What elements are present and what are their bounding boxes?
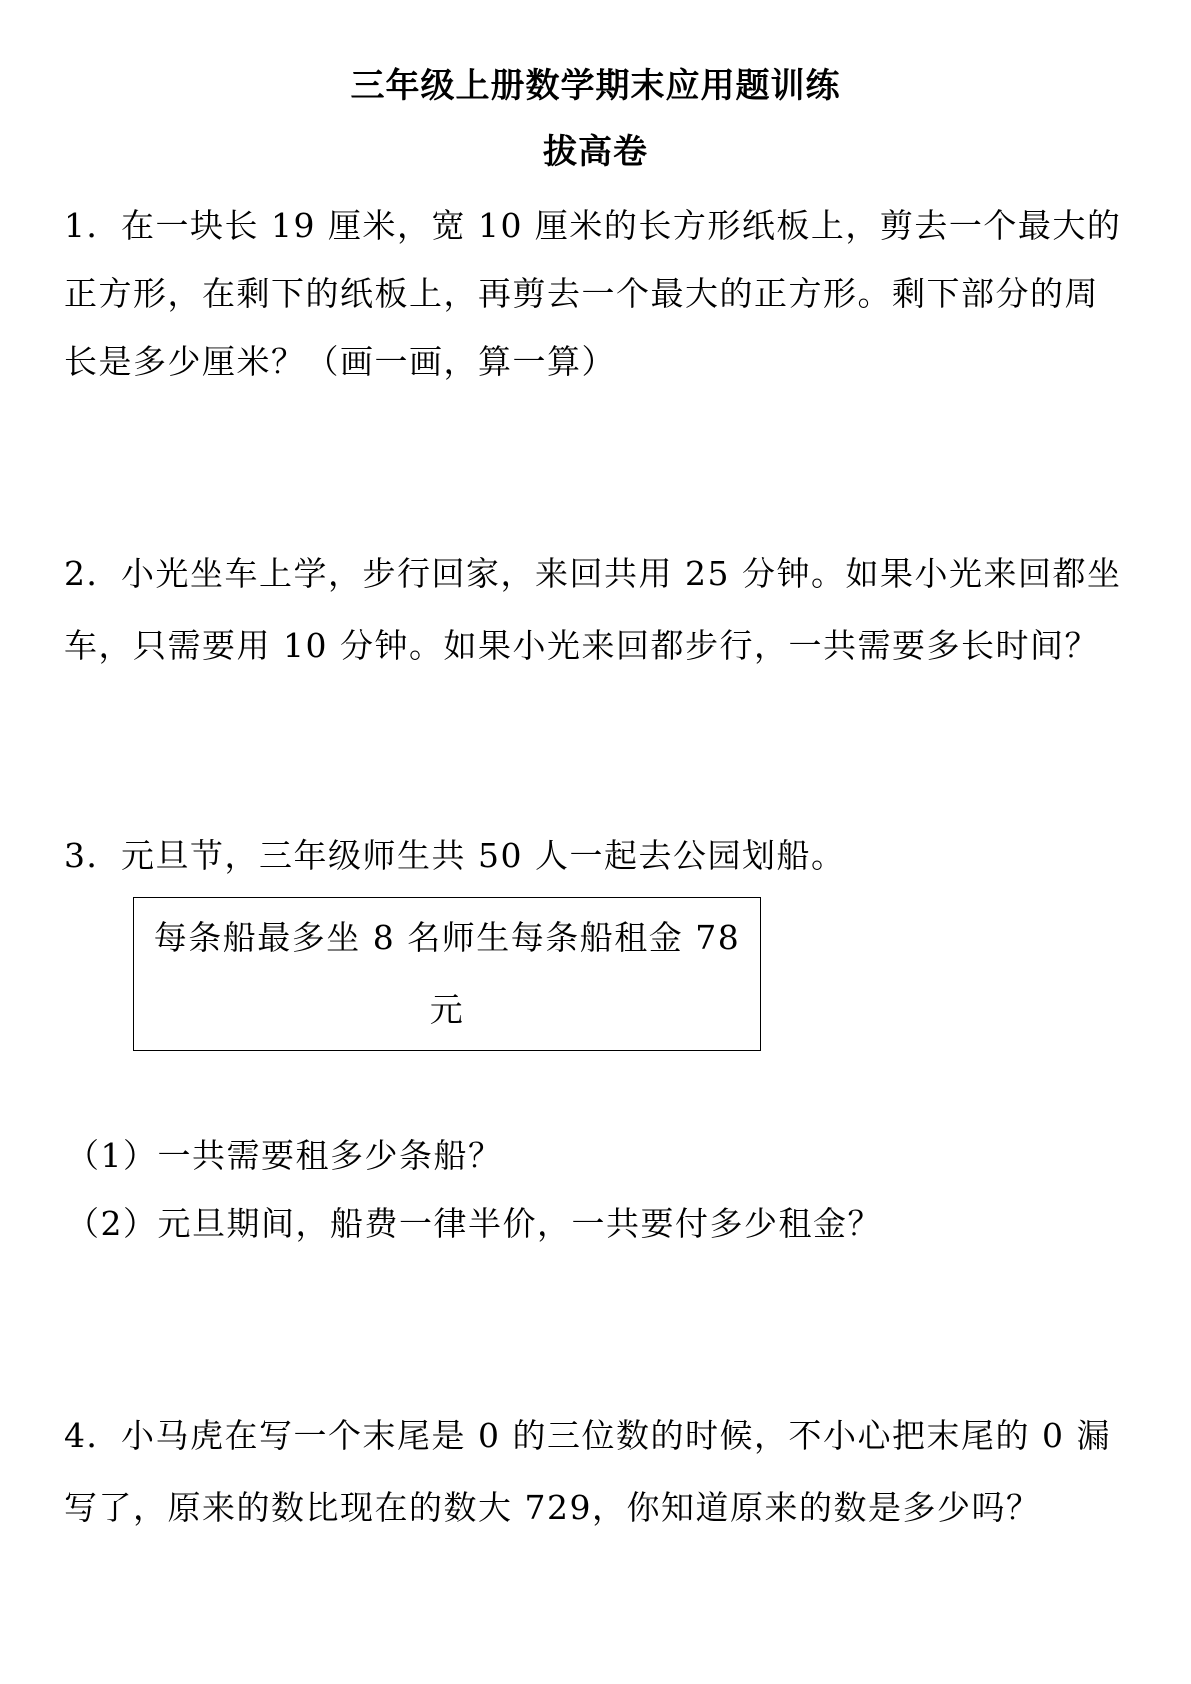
question-1-line-1: 1．在一块长 19 厘米，宽 10 厘米的长方形纸板上，剪去一个最大的	[64, 206, 1122, 245]
question-3-line-1: 3．元旦节，三年级师生共 50 人一起去公园划船。	[64, 836, 846, 875]
document-subtitle: 拔高卷	[543, 132, 648, 172]
question-4-line-1: 4．小马虎在写一个末尾是 0 的三位数的时候，不小心把末尾的 0 漏	[64, 1416, 1111, 1455]
boat-info-line-1: 每条船最多坐 8 名师生每条船租金 78	[153, 918, 741, 957]
document-title: 三年级上册数学期末应用题训练	[350, 66, 841, 106]
question-4-line-2: 写了，原来的数比现在的数大 729，你知道原来的数是多少吗？	[64, 1488, 1041, 1527]
boat-info-line-2: 元	[429, 990, 465, 1029]
question-2-line-2: 车，只需要用 10 分钟。如果小光来回都步行，一共需要多长时间？	[64, 626, 1099, 665]
question-1-line-2: 正方形，在剩下的纸板上，再剪去一个最大的正方形。剩下部分的周	[64, 274, 1099, 313]
boat-info-box	[133, 897, 761, 1051]
question-3-sub-1: （1）一共需要租多少条船？	[66, 1136, 503, 1175]
question-3-sub-2: （2）元旦期间，船费一律半价，一共要付多少租金？	[66, 1204, 882, 1243]
question-2-line-1: 2．小光坐车上学，步行回家，来回共用 25 分钟。如果小光来回都坐	[64, 554, 1122, 593]
question-1-line-3: 长是多少厘米？（画一画，算一算）	[64, 342, 616, 381]
